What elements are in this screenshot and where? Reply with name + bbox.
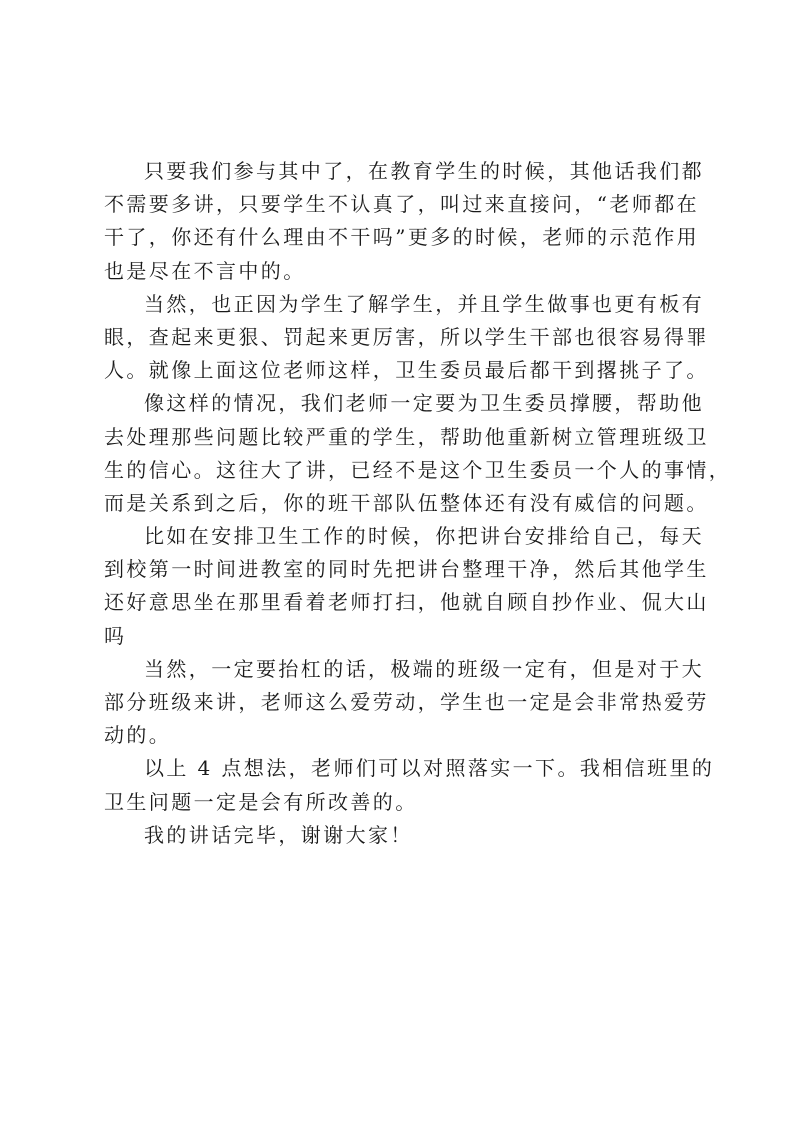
text-line: 当然，一定要抬杠的话，极端的班级一定有，但是对于大	[144, 656, 704, 681]
text-line: 以上 4 点想法，老师们可以对照落实一下。我相信班里的	[144, 756, 715, 781]
text-line: 不需要多讲，只要学生不认真了，叫过来直接问，“老师都在	[104, 192, 700, 217]
text-line: 到校第一时间进教室的同时先把讲台整理干净，然后其他学生	[104, 557, 709, 582]
text-line: 还好意思坐在那里看着老师打扫，他就自顾自抄作业、侃大山	[104, 590, 709, 615]
text-line: 动的。	[104, 723, 172, 748]
text-line: 只要我们参与其中了，在教育学生的时候，其他话我们都	[144, 159, 704, 183]
text-line: 而是关系到之后，你的班干部队伍整体还有没有威信的问题。	[104, 490, 709, 515]
paragraph-5	[104, 653, 709, 753]
text-line: 我的讲话完毕，谢谢大家！	[144, 822, 413, 847]
text-line: 眼，查起来更狠、罚起来更厉害，所以学生干部也很容易得罪	[104, 324, 709, 349]
text-line: 人。就像上面这位老师这样，卫生委员最后都干到撂挑子了。	[104, 358, 709, 383]
text-line: 也是尽在不言中的。	[104, 258, 306, 283]
text-line: 吗	[104, 623, 127, 648]
text-line: 比如在安排卫生工作的时候，你把讲台安排给自己，每天	[144, 524, 704, 549]
paragraph-1	[104, 155, 704, 288]
document-body	[104, 155, 732, 852]
paragraph-7	[104, 819, 690, 852]
paragraph-4	[104, 520, 709, 653]
paragraph-3	[104, 387, 732, 520]
paragraph-2	[104, 288, 709, 388]
text-line: 像这样的情况，我们老师一定要为卫生委员撑腰，帮助他	[144, 391, 704, 416]
text-line: 去处理那些问题比较严重的学生，帮助他重新树立管理班级卫	[104, 424, 709, 449]
text-line: 干了，你还有什么理由不干吗”更多的时候，老师的示范作用	[104, 225, 700, 250]
text-line: 部分班级来讲，老师这么爱劳动，学生也一定是会非常热爱劳	[104, 690, 709, 714]
text-line: 生的信心。这往大了讲，已经不是这个卫生委员一个人的事情，	[104, 457, 732, 482]
text-line: 卫生问题一定是会有所改善的。	[104, 789, 418, 814]
text-line: 当然，也正因为学生了解学生，并且学生做事也更有板有	[144, 291, 704, 316]
paragraph-6	[104, 752, 715, 818]
